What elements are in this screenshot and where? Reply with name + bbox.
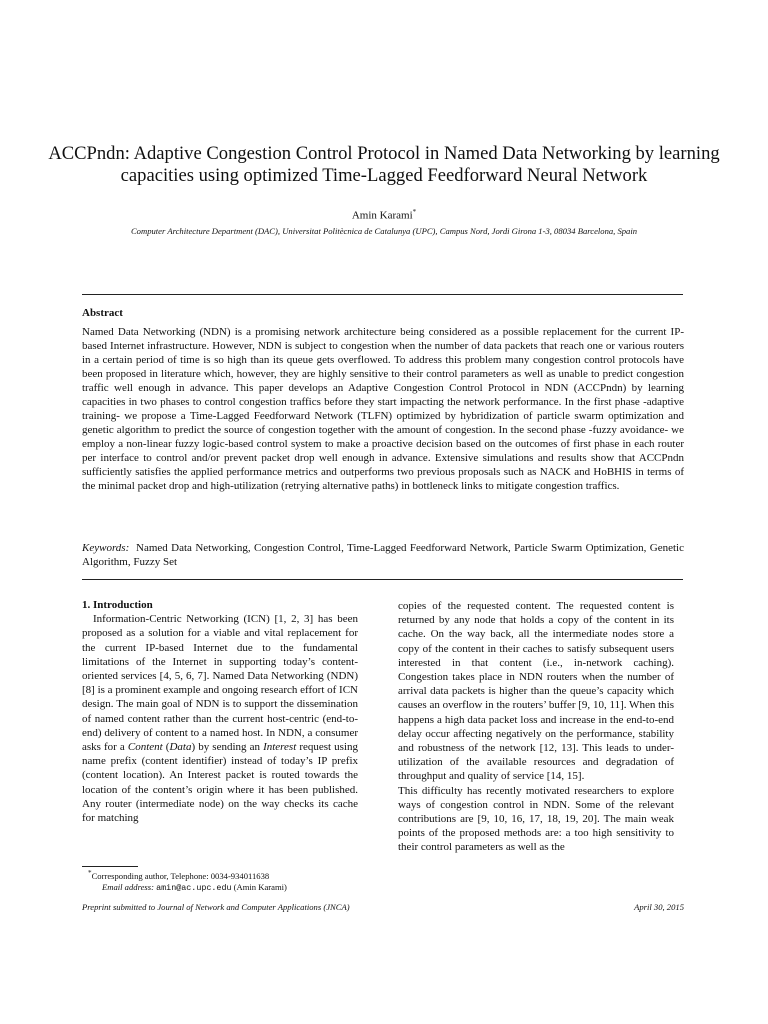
intro-paragraph-2: This difficulty has recently motivated researchers to explore ways of congestion control in NDN. Some of the relevant contributions are [9, 10, 16, 17, 18, 19, 20]. The main weak points of the proposed methods are: a too high sensitivity to their control parameters as well as the [398,784,674,854]
email-label: Email address: [102,881,154,892]
keywords [82,541,684,569]
term-interest: Interest [263,741,297,754]
footnote-line-1 [82,868,382,882]
intro-paragraph-1 [82,612,358,825]
intro-text-c: request using name prefix (content identifier) instead of today’s IP prefix (content location). An Interest packet is routed towards the location of the content’s origin where it has been published. Any router (intermediate node) on the way checks its cache for matching [82,741,359,825]
footer-preprint-note: Preprint submitted to Journal of Network and Computer Applications (JNCA) [82,902,350,912]
footnote-line-2 [82,882,382,894]
term-data: Data [169,741,192,754]
author-affiliation: Computer Architecture Department (DAC), Universitat Politècnica de Catalunya (UPC), Campus Nord, Jordi Girona 1-3, 08034 Barcelona, Spain [130,226,638,236]
section-heading: 1. Introduction [82,599,153,611]
footer-date: April 30, 2015 [634,902,684,912]
email-owner: (Amin Karami) [231,881,287,892]
footnote-mark: * [88,869,92,877]
abstract-body: Named Data Networking (NDN) is a promising network architecture being considered as a possible replacement for the current IP-based Internet infrastructure. However, NDN is subject to congestion when the number of data packets that reach one or various routers in a certain period of time is so high than its queue gets overflowed. To address this problem many congestion control protocols have been proposed in literature which, however, they are highly sensitive to their control parameters as well as unable to predict congestion traffic well enough in advance. This paper develops an Adaptive Congestion Control Protocol in NDN (ACCPndn) by learning capacities in two phases to control congestion traffics before they start impacting the network performance. In the first phase -adaptive training- we propose a Time-Lagged Feedforward Network (TLFN) optimized by hybridization of particle swarm optimization and genetic algorithm to predict the source of congestion together with the amount of congestion. In the second phase -fuzzy avoidance- we employ a non-linear fuzzy logic-based control system to make a proactive decision based on the outcomes of first phase in each router per interface to control and/or prevent packet drop well enough in advance. Extensive simulations and results show that ACCPndn sufficiently satisfies the applied performance metrics and outperforms two previous proposals such as NACK and HoBHIS in terms of the minimal packet drop and high-utilization (retrying alternative paths) in bottleneck links to mitigate congestion traffics. [82,326,684,492]
keywords-label: Keywords: [82,542,130,554]
intro-text-b: ) by sending an [191,741,264,754]
author-name: Amin Karami [351,209,413,222]
paper-title: ACCPndn: Adaptive Congestion Control Protocol in Named Data Networking by learning capacities using optimized Time-Lagged Feedforward Neural Network [48,143,720,186]
footnote-corresponding: Corresponding author, Telephone: 0034-934011638 [91,870,270,881]
footnote-rule [82,866,138,867]
email-address[interactable]: amin@ac.upc.edu [156,882,232,893]
paren-open: ( [162,741,170,754]
footnote [82,868,382,894]
keywords-text: Named Data Networking, Congestion Control, Time-Lagged Feedforward Network, Particle Swarm Optimization, Genetic Algorithm, Fuzzy Set [82,542,684,568]
abstract-heading: Abstract [82,307,123,319]
bottom-rule [82,579,683,580]
top-rule [82,294,683,295]
term-content: Content [127,741,163,754]
author-footnote-mark: * [412,208,417,216]
author-line [40,206,728,223]
left-column [82,598,358,825]
intro-paragraph-1-continued: copies of the requested content. The requested content is returned by any node that holds a copy of the content in its cache. On the way back, all the intermediate nodes store a copy of the content in their caches to satisfy subsequent users interested in that content (i.e., in-network caching). Congestion takes place in NDN routers when the number of arrival data packets is higher than the queue’s capacity which causes an overflow in the routers’ buffer [9, 10, 11]. When this happens a high data packet loss and increase in the end-to-end delay occur affecting negatively on the performance, stability and robustness of the network [12, 13]. This leads to under-utilization of the available resources and degradation of throughput and quality of service [14, 15]. [398,600,674,783]
right-column [398,599,674,855]
intro-text-a: Information-Centric Networking (ICN) [1, 2, 3] has been proposed as a solution for a viable and vital replacement for the current IP-based Internet due to the fundamental limitations of the Internet in supporting today’s content-oriented services [4, 5, 6, 7]. Named Data Networking (NDN) [8] is a prominent example and ongoing research effort of ICN design. The main goal of NDN is to support the dissemination of named content rather than the current host-centric (end-to-end) delivery of content to a named host. In NDN, a consumer asks for a [82,613,358,754]
